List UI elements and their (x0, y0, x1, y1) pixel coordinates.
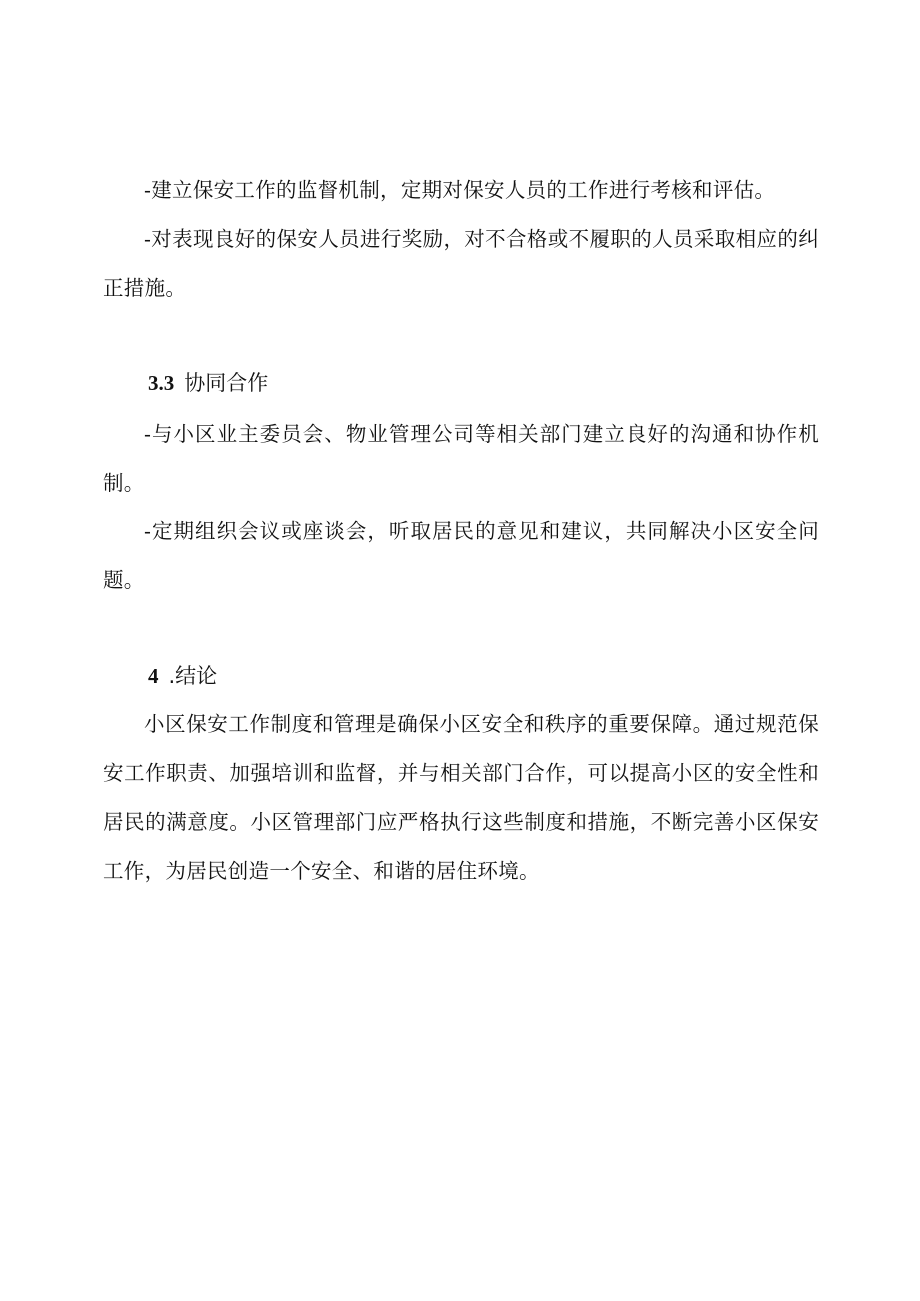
reward-item: -对表现良好的保安人员进行奖励，对不合格或不履职的人员采取相应的纠正措施。 (103, 227, 819, 300)
section-title: .结论 (168, 664, 218, 688)
section-title: 协同合作 (184, 371, 269, 395)
meeting-item: -定期组织会议或座谈会，听取居民的意见和建议，共同解决小区安全问题。 (103, 519, 819, 592)
supervision-item: -建立保安工作的监督机制，定期对保安人员的工作进行考核和评估。 (144, 178, 776, 202)
conclusion-paragraph: 小区保安工作制度和管理是确保小区安全和秩序的重要保障。通过规范保安工作职责、加强培训和监督，并与相关部门合作，可以提高小区的安全性和居民的满意度。小区管理部门应严格执行这些制度和措施，不断完善小区保安工作，为居民创造一个安全、和谐的居住环境。 (103, 712, 819, 883)
cooperation-item: -与小区业主委员会、物业管理公司等相关部门建立良好的沟通和协作机制。 (103, 422, 819, 495)
section-number: 3.3 (148, 371, 175, 395)
section-number: 4 (148, 664, 159, 688)
section-heading-4 (148, 661, 217, 691)
section-heading-3-3 (148, 368, 268, 398)
